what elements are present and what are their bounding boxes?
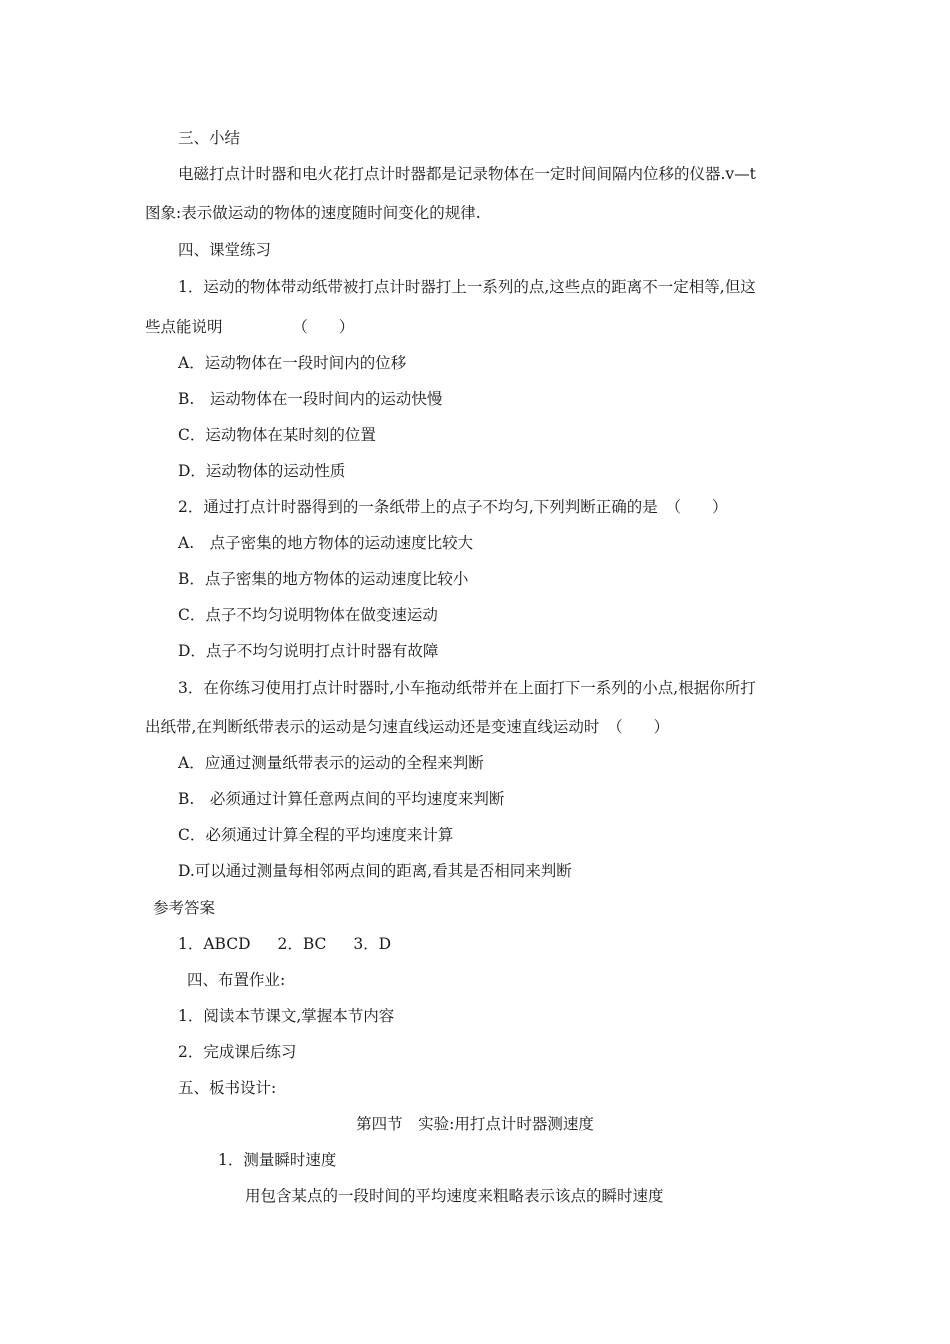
answers-list	[178, 934, 413, 954]
question-3-stem-line1: 3．在你练习使用打点计时器时,小车拖动纸带并在上面打下一系列的小点,根据你所打	[178, 679, 756, 697]
question-2-option-d: D．点子不均匀说明打点计时器有故障	[178, 642, 439, 660]
question-1-option-c: C．运动物体在某时刻的位置	[178, 426, 376, 444]
summary-heading: 三、小结	[178, 129, 241, 147]
practice-heading: 四、课堂练习	[178, 241, 272, 259]
question-3-stem-line2: 出纸带,在判断纸带表示的运动是匀速直线运动还是变速直线运动时 （ ）	[145, 718, 670, 736]
question-3-option-b: B. 必须通过计算任意两点间的平均速度来判断	[178, 790, 505, 808]
board-heading: 五、板书设计:	[178, 1079, 277, 1097]
question-1-stem-line2: 些点能说明 （ ）	[145, 318, 355, 336]
summary-text-line1: 电磁打点计时器和电火花打点计时器都是记录物体在一定时间间隔内位移的仪器.v—t	[178, 165, 756, 183]
question-1-option-d: D．运动物体的运动性质	[178, 462, 346, 480]
question-3-option-a: A．应通过测量纸带表示的运动的全程来判断	[178, 754, 484, 772]
homework-heading: 四、布置作业:	[187, 971, 286, 989]
question-1-stem-line1: 1．运动的物体带动纸带被打点计时器打上一系列的点,这些点的距离不一定相等,但这	[178, 278, 756, 296]
homework-item-1: 1．阅读本节课文,掌握本节内容	[178, 1007, 395, 1025]
question-3-option-d: D.可以通过测量每相邻两点间的距离,看其是否相同来判断	[178, 862, 572, 880]
summary-text-line2: 图象:表示做运动的物体的速度随时间变化的规律.	[145, 204, 481, 222]
question-2-stem: 2．通过打点计时器得到的一条纸带上的点子不均匀,下列判断正确的是 （ ）	[178, 498, 728, 516]
question-2-option-c: C．点子不均匀说明物体在做变速运动	[178, 606, 438, 624]
answer-3: 3．D	[353, 935, 392, 953]
board-title: 第四节 实验:用打点计时器测速度	[356, 1115, 594, 1133]
answer-1: 1．ABCD	[178, 935, 251, 953]
answers-heading: 参考答案	[153, 899, 216, 917]
answer-2: 2．BC	[277, 935, 327, 953]
homework-item-2: 2．完成课后练习	[178, 1043, 297, 1061]
board-point-1-detail: 用包含某点的一段时间的平均速度来粗略表示该点的瞬时速度	[245, 1187, 664, 1205]
question-1-option-b: B. 运动物体在一段时间内的运动快慢	[178, 390, 443, 408]
question-2-option-b: B．点子密集的地方物体的运动速度比较小	[178, 570, 469, 588]
question-2-option-a: A. 点子密集的地方物体的运动速度比较大	[178, 534, 474, 552]
board-point-1: 1．测量瞬时速度	[218, 1151, 337, 1169]
question-1-option-a: A．运动物体在一段时间内的位移	[178, 354, 407, 372]
question-3-option-c: C．必须通过计算全程的平均速度来计算	[178, 826, 454, 844]
